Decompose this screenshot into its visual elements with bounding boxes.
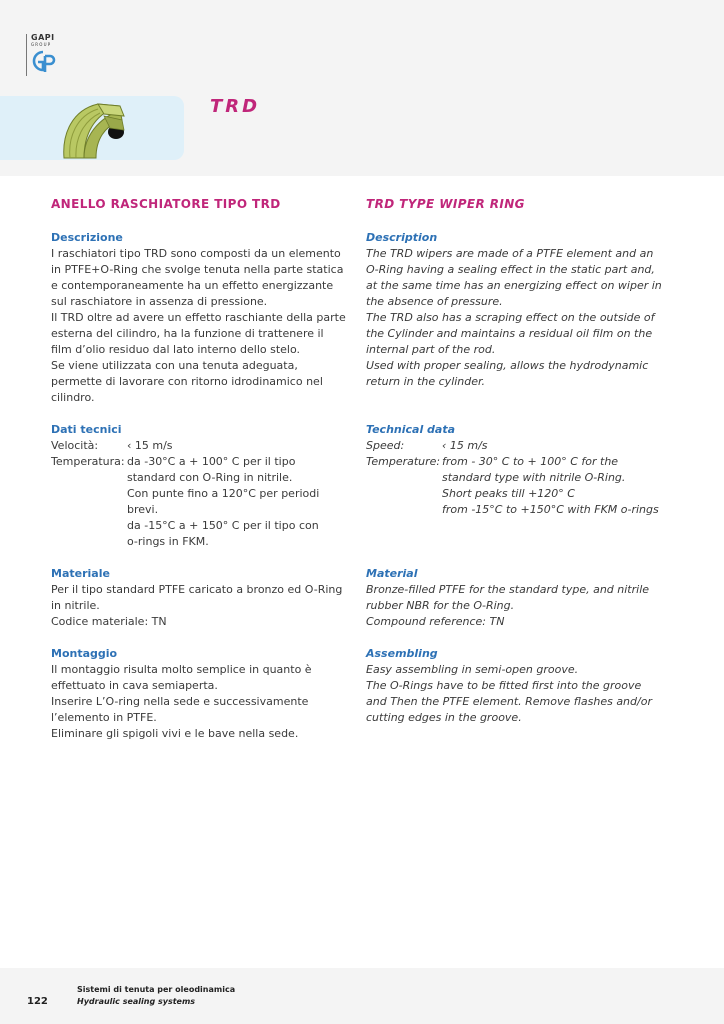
it-temp-row <box>51 454 351 550</box>
en-description-title: Description <box>366 231 438 244</box>
it-temp-value: da -30°C a + 100° C per il tipo standard con O-Ring in nitrile. Con punte fino a 120°C per periodi brevi. da -15°C a + 150° C per il tipo con o-rings in FKM. <box>127 455 320 548</box>
product-title: TRD <box>210 96 261 117</box>
it-heading: ANELLO RASCHIATORE TIPO TRD <box>51 197 281 211</box>
en-assembling-title: Assembling <box>366 647 438 660</box>
page-number: 122 <box>27 996 48 1007</box>
footer-title-en: Hydraulic sealing systems <box>77 997 196 1006</box>
en-speed-row <box>366 438 666 454</box>
english-column <box>366 196 666 726</box>
it-temp-label: Temperatura: <box>51 455 125 468</box>
brand-sub: GROUP <box>31 42 52 47</box>
en-speed-value: ‹ 15 m/s <box>442 439 488 452</box>
it-materiale-title: Materiale <box>51 567 110 580</box>
en-assembling-text: Easy assembling in semi-open groove. The O-Rings have to be fitted first into the groove and Then the PTFE element. Remove flashes and/or cutting edges in the groove. <box>366 663 652 724</box>
brand-logo <box>26 34 63 76</box>
it-montaggio-text: Il montaggio risulta molto semplice in quanto è effettuato in cava semiaperta. Inserire L’O-ring nella sede e successivamente l’elemento in PTFE. Eliminare gli spigoli vivi e le bave nella sede. <box>51 663 312 740</box>
en-description-text: The TRD wipers are made of a PTFE element and an O-Ring having a sealing effect in the static part and, at the same time has an energizing effect on wiper in the absence of pressure. The TRD also has a scraping effect on the outside of the Cylinder and maintains a residual oil film on the internal part of the rod. Used with proper sealing, allows the hydrodynamic return in the cylinder. <box>366 247 662 388</box>
it-descrizione-text: I raschiatori tipo TRD sono composti da un elemento in PTFE+O-Ring che svolge tenuta nella parte statica e contemporaneamente ha un effetto energizzante sul raschiatore in assenza di pressione. Il TRD oltre ad avere un effetto raschiante della parte esterna del cilindro, ha la funzione di trattenere il film d’olio residuo dal lato interno dello stelo. Se viene utilizzata con una tenuta adeguata, permette di lavorare con ritorno idrodinamico nel cilindro. <box>51 247 346 404</box>
en-material-text: Bronze-filled PTFE for the standard type, and nitrile rubber NBR for the O-Ring. Compound reference: TN <box>366 583 650 628</box>
en-material-title: Material <box>366 567 418 580</box>
it-dati-title: Dati tecnici <box>51 423 122 436</box>
it-speed-label: Velocità: <box>51 439 99 452</box>
footer-band <box>0 968 724 1024</box>
it-speed-value: ‹ 15 m/s <box>127 439 173 452</box>
en-temp-label: Temperature: <box>366 455 441 468</box>
italian-column <box>51 196 351 742</box>
it-materiale-text: Per il tipo standard PTFE caricato a bronzo ed O-Ring in nitrile. Codice materiale: TN <box>51 583 343 628</box>
gp-logo-icon <box>29 48 59 74</box>
wiper-ring-image <box>58 100 130 160</box>
en-heading: TRD TYPE WIPER RING <box>366 197 525 211</box>
en-speed-label: Speed: <box>366 439 405 452</box>
it-speed-row <box>51 438 351 454</box>
it-montaggio-title: Montaggio <box>51 647 118 660</box>
brand-name: GAPI <box>31 33 55 42</box>
it-descrizione-title: Descrizione <box>51 231 123 244</box>
footer-title-it: Sistemi di tenuta per oleodinamica <box>77 985 236 994</box>
en-temp-value: from - 30° C to + 100° C for the standard type with nitrile O-Ring. Short peaks till +120° C from -15°C to +150°C with FKM o-rings <box>442 455 659 516</box>
en-temp-row <box>366 454 666 518</box>
en-technical-title: Technical data <box>366 423 456 436</box>
